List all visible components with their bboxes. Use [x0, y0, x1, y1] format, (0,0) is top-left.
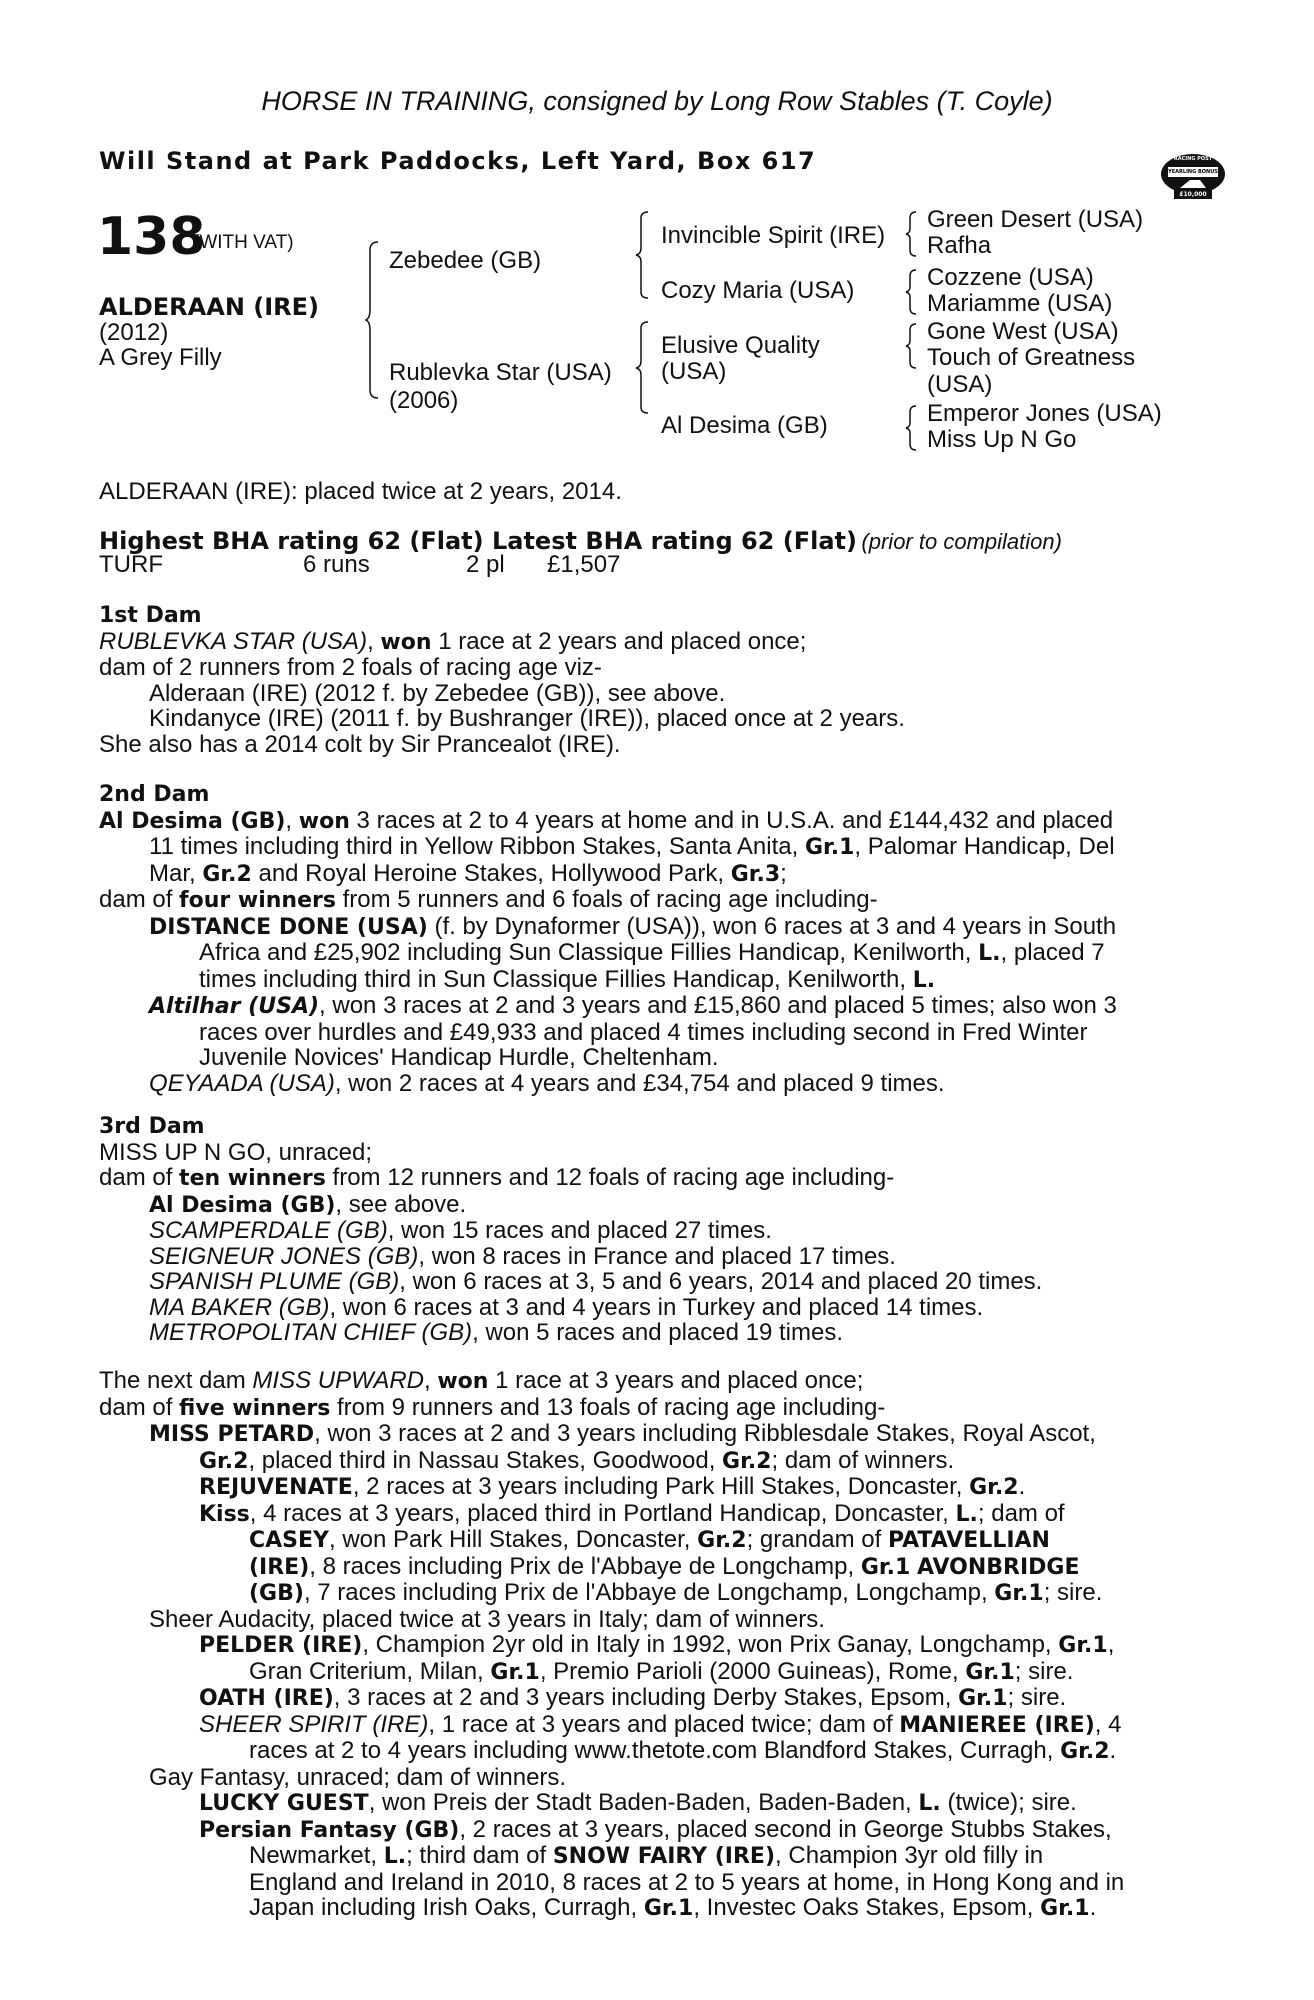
progeny-name: LUCKY GUEST: [199, 1791, 369, 1816]
grade-label: Gr.2: [199, 1448, 249, 1474]
progeny-record: Newmarket,: [249, 1842, 378, 1869]
progeny-name: MANIEREE (IRE): [899, 1712, 1095, 1738]
progeny-name: Altilhar (USA): [149, 994, 320, 1019]
second-dam-l2: 11 times including third in Yellow Ribbon Stakes, Santa Anita,: [149, 833, 799, 860]
grade-label: Gr.1: [643, 1896, 694, 1921]
progeny-name: MA BAKER (GB): [149, 1293, 330, 1321]
progeny-name: SHEER SPIRIT (IRE): [199, 1710, 429, 1738]
lot-number: 138: [97, 207, 206, 267]
progeny-record: , Premio Parioli (2000 Guineas), Rome,: [539, 1657, 959, 1685]
grade-label: Gr.1: [804, 835, 855, 860]
progeny-name: SCAMPERDALE (GB): [149, 1217, 388, 1244]
progeny-name: (IRE): [249, 1554, 310, 1580]
progeny-record: (f. by Dynaformer (USA)), won 6 races at 3 and 4 years in South: [434, 912, 1117, 940]
first-dam-record: 1 race at 2 years and placed once;: [438, 627, 807, 655]
progeny-record: , 8 races including Prix de l'Abbaye de Longchamp,: [309, 1552, 855, 1580]
grade-label: Gr.1: [965, 1659, 1015, 1685]
rating-note: (prior to compilation): [861, 529, 1062, 554]
progeny-record: , won 6 races at 3 and 4 years in Turkey and placed 14 times.: [329, 1293, 984, 1321]
second-dam-record: 3 races at 2 to 4 years at home and in U.S.A. and £144,432 and placed: [356, 806, 1114, 834]
progeny-name: SNOW FAIRY (IRE): [552, 1844, 776, 1869]
progeny-record: , 7 races including Prix de l'Abbaye de Longchamp, Longchamp,: [303, 1579, 988, 1606]
first-dam-won: won: [380, 629, 432, 655]
first-dam-line2: dam of 2 runners from 2 foals of racing age viz-: [99, 654, 602, 681]
pedigree-sd-sire: Cozzene (USA): [927, 264, 1094, 291]
progeny-name: AVONBRIDGE: [916, 1554, 1080, 1580]
next-dam-l2: dam of: [99, 1393, 173, 1421]
second-dam-l4: dam of: [99, 886, 173, 913]
progeny-record: , won 5 races and placed 19 times.: [472, 1319, 844, 1346]
progeny-record: Gran Criterium, Milan,: [249, 1657, 484, 1685]
progeny-name: REJUVENATE: [199, 1475, 353, 1500]
first-dam-name: RUBLEVKA STAR (USA): [99, 627, 368, 655]
grade-label: Gr.2: [202, 861, 252, 887]
progeny-record: ; dam of winners.: [771, 1446, 955, 1474]
pedigree-ds-dam: Touch of Greatness: [927, 344, 1136, 371]
winners-count: five winners: [179, 1395, 331, 1421]
first-dam-section: 1st Dam RUBLEVKA STAR (USA), won 1 race at 2 years and placed once; dam of 2 runners from 2 foals of racing age viz- Alderaan (IRE) (2012 f. by Zebedee (GB)), see above. Kindanyce (IRE) (2011 f. by Bushranger (IRE)), placed once at 2 years. She also has a 2014 colt by Sir Prancealot (IRE).: [99, 602, 1204, 757]
turf-earnings: £1,507: [547, 551, 621, 578]
pedigree-ss-dam: Rafha: [927, 232, 992, 259]
progeny-record: ; grandam of: [746, 1526, 882, 1553]
first-dam-foal-2: Kindanyce (IRE) (2011 f. by Bushranger (IRE)), placed once at 2 years.: [149, 705, 905, 732]
second-dam-l3b: and Royal Heroine Stakes, Hollywood Park,: [258, 859, 725, 887]
second-dam-l4c: from 5 runners and 6 foals of racing age including-: [342, 886, 878, 913]
progeny-record: , placed 7: [1000, 939, 1105, 966]
pedigree-ss-sire: Green Desert (USA): [927, 206, 1144, 233]
progeny-record: , 4: [1094, 1710, 1122, 1738]
progeny-name: SEIGNEUR JONES (GB): [149, 1242, 419, 1270]
second-dam-name: Al Desima (GB): [99, 808, 286, 834]
progeny-name: Al Desima (GB): [149, 1192, 336, 1218]
progeny-record: , won 8 races in France and placed 17 times.: [418, 1242, 896, 1270]
next-dam-intro: The next dam: [99, 1367, 246, 1394]
punct: .: [1089, 1894, 1097, 1921]
turf-placed: 2 pl: [466, 551, 505, 578]
vat-note: (WITH VAT): [193, 232, 294, 253]
progeny-record: , won 3 races at 2 and 3 years and £15,860 and placed 5 times; also won 3: [319, 992, 1117, 1019]
punct: .: [1109, 1737, 1117, 1764]
progeny-name: METROPOLITAN CHIEF (GB): [149, 1319, 473, 1346]
progeny-record: England and Ireland in 2010, 8 races at 2 to 5 years at home, in Hong Kong and in: [249, 1868, 1125, 1896]
second-dam-section: 2nd Dam Al Desima (GB), won 3 races at 2 to 4 years at home and in U.S.A. and £144,432 and placed 11 times including third in Yellow Ribbon Stakes, Santa Anita, Gr.1, Palomar Handicap, Del Mar, Gr.2 and Royal Heroine Stakes, Hollywood Park, Gr.3; dam of four winners from 5 runners and 6 foals of racing age including- DISTANCE DONE (USA) (f. by Dynaformer (USA)), won 6 races at 3 and 4 years in South Africa and £25,902 including Sun Classique Fillies Handicap, Kenilworth, L., placed 7 times including third in Sun Classique Fillies Handicap, Kenilworth, L. Altilhar (USA), won 3 races at 2 and 3 years and £15,860 and placed 5 times; also won 3 races over hurdles and £49,933 and placed 4 times including second in Fred Winter Juvenile Novices' Handicap Hurdle, Cheltenham. QEYAADA (USA), won 2 races at 4 years and £34,754 and placed 9 times.: [99, 781, 1204, 1096]
next-dam-record: 1 race at 3 years and placed once;: [495, 1367, 864, 1394]
progeny-record: , Investec Oaks Stakes, Epsom,: [693, 1894, 1034, 1921]
pedigree-brace-ds: [906, 322, 918, 370]
punct: ;: [780, 859, 787, 887]
first-dam-heading: 1st Dam: [99, 603, 202, 628]
pedigree-brace-sd: [906, 268, 918, 316]
pedigree-dam: Rublevka Star (USA): [389, 359, 612, 386]
badge-bottom: £10,000: [1179, 191, 1207, 198]
turf-runs: 6 runs: [303, 551, 370, 578]
pedigree-sire-dam: Cozy Maria (USA): [661, 277, 855, 304]
listed-label: L.: [918, 1791, 941, 1816]
pedigree-dam-sire-country: (USA): [661, 358, 727, 385]
pedigree-brace-main: [366, 240, 380, 400]
grade-label: Gr.1: [490, 1659, 540, 1685]
horse-name: ALDERAAN (IRE): [99, 293, 319, 321]
pedigree-brace-dam: [636, 320, 650, 415]
third-dam-heading: 3rd Dam: [99, 1114, 205, 1139]
horse-year: (2012): [99, 319, 169, 346]
grade-label: Gr.1: [1040, 1896, 1090, 1921]
pedigree-sire-sire: Invincible Spirit (IRE): [661, 222, 886, 249]
listed-label: L.: [383, 1844, 407, 1869]
progeny-name: Persian Fantasy (GB): [199, 1817, 460, 1843]
progeny-name: Kiss: [199, 1501, 250, 1527]
third-dam-l2c: from 12 runners and 12 foals of racing age including-: [332, 1164, 895, 1191]
pedigree-sire: Zebedee (GB): [389, 247, 542, 274]
progeny-record: , Champion 3yr old filly in: [775, 1842, 1044, 1869]
first-dam-line5: She also has a 2014 colt by Sir Prancealot (IRE).: [99, 730, 621, 758]
pedigree-dd-dam: Miss Up N Go: [927, 426, 1077, 453]
progeny-record: , won Park Hill Stakes, Doncaster,: [328, 1526, 691, 1553]
pedigree-dd-sire: Emperor Jones (USA): [927, 400, 1162, 427]
progeny-record: Juvenile Novices' Handicap Hurdle, Cheltenham.: [199, 1044, 719, 1071]
pedigree-brace-sire: [636, 210, 650, 300]
progeny-name: QEYAADA (USA): [149, 1069, 335, 1097]
grade-label: Gr.2: [722, 1448, 772, 1474]
punct: ,: [424, 1367, 431, 1394]
progeny-record: times including third in Sun Classique Fillies Handicap, Kenilworth,: [199, 965, 907, 993]
progeny-name: PELDER (IRE): [199, 1633, 363, 1658]
grade-label: Gr.2: [697, 1528, 747, 1553]
progeny-record: , won 15 races and placed 27 times.: [387, 1217, 772, 1244]
progeny-name: (GB): [249, 1581, 304, 1606]
page-title: HORSE IN TRAINING, consigned by Long Row Stables (T. Coyle): [261, 86, 1053, 116]
progeny-name: SPANISH PLUME (GB): [149, 1268, 400, 1295]
progeny-record: , won 3 races at 2 and 3 years including Ribblesdale Stakes, Royal Ascot,: [314, 1420, 1096, 1447]
first-dam-foal-1: Alderaan (IRE) (2012 f. by Zebedee (GB)), see above.: [149, 679, 726, 707]
grade-label: Gr.1: [994, 1581, 1044, 1606]
progeny-record: ; sire.: [1014, 1657, 1074, 1685]
badge-middle: YEARLING BONUS: [1168, 169, 1218, 175]
progeny-record: (twice); sire.: [947, 1789, 1077, 1816]
progeny-name: DISTANCE DONE (USA): [149, 914, 428, 940]
progeny-record: , won 6 races at 3, 5 and 6 years, 2014 and placed 20 times.: [399, 1268, 1043, 1295]
progeny-record: , 4 races at 3 years, placed third in Portland Handicap, Doncaster,: [249, 1499, 949, 1527]
progeny-record: ; sire.: [1007, 1684, 1067, 1711]
pedigree-dam-dam: Al Desima (GB): [661, 412, 828, 439]
progeny-record: ; third dam of: [406, 1842, 547, 1869]
progeny-record: Gay Fantasy, unraced; dam of winners.: [149, 1763, 567, 1791]
winners-count: four winners: [179, 888, 336, 913]
next-dam-l2c: from 9 runners and 13 foals of racing age including-: [337, 1393, 886, 1421]
yearling-bonus-badge: [1160, 150, 1226, 200]
progeny-record: Africa and £25,902 including Sun Classique Fillies Handicap, Kenilworth,: [199, 939, 972, 966]
third-dam-section: [99, 1113, 1204, 1346]
next-dam-section: [99, 1368, 1204, 1922]
progeny-record: ; dam of: [977, 1499, 1065, 1527]
pedigree-sd-dam: Mariamme (USA): [927, 290, 1113, 317]
location-line: Will Stand at Park Paddocks, Left Yard, Box 617: [99, 147, 817, 175]
pedigree-dam-sire: Elusive Quality: [661, 332, 820, 359]
progeny-record: , 3 races at 2 and 3 years including Derby Stakes, Epsom,: [333, 1684, 952, 1711]
rating-text: Highest BHA rating 62 (Flat) Latest BHA rating 62 (Flat): [99, 527, 857, 555]
progeny-record: ; sire.: [1043, 1579, 1103, 1606]
progeny-record: , won 2 races at 4 years and £34,754 and placed 9 times.: [334, 1069, 945, 1097]
winners-count: ten winners: [179, 1166, 326, 1191]
second-dam-heading: 2nd Dam: [99, 782, 210, 807]
third-dam-name: MISS UP N GO, unraced;: [99, 1138, 372, 1166]
punct: .: [1018, 1473, 1026, 1500]
second-dam-l3: Mar,: [149, 859, 196, 887]
progeny-record: Sheer Audacity, placed twice at 3 years in Italy; dam of winners.: [149, 1605, 825, 1633]
progeny-record: , won Preis der Stadt Baden-Baden, Baden-Baden,: [368, 1789, 912, 1816]
progeny-record: , placed third in Nassau Stakes, Goodwood,: [248, 1446, 716, 1474]
pedigree-brace-dd: [906, 404, 918, 452]
progeny-record: Japan including Irish Oaks, Curragh,: [249, 1894, 638, 1921]
progeny-name: OATH (IRE): [199, 1686, 334, 1711]
badge-top: RACING POST: [1173, 156, 1213, 162]
progeny-record: , Champion 2yr old in Italy in 1992, won Prix Ganay, Longchamp,: [362, 1631, 1052, 1658]
grade-label: Gr.3: [730, 861, 781, 887]
second-dam-won: won: [298, 808, 350, 834]
pedigree-brace-ss: [906, 210, 918, 258]
progeny-record: , 2 races at 3 years, placed second in George Stubbs Stakes,: [459, 1815, 1112, 1843]
pedigree-dam-year: (2006): [389, 387, 459, 414]
progeny-name: MISS PETARD: [149, 1422, 315, 1447]
listed-label: L.: [912, 967, 936, 993]
race-summary: ALDERAAN (IRE): placed twice at 2 years, 2014.: [99, 478, 622, 505]
grade-label: Gr.1: [1058, 1633, 1108, 1658]
progeny-name: PATAVELLIAN: [888, 1528, 1050, 1553]
pedigree-ds-sire: Gone West (USA): [927, 318, 1119, 345]
third-dam-l2: dam of: [99, 1164, 173, 1191]
won-label: won: [437, 1369, 489, 1394]
progeny-name: CASEY: [249, 1528, 329, 1553]
grade-label: Gr.2: [1060, 1739, 1110, 1764]
grade-label: Gr.1: [860, 1554, 911, 1580]
progeny-record: , 1 race at 3 years and placed twice; dam of: [428, 1710, 893, 1738]
punct: ,: [1107, 1631, 1115, 1658]
horse-description: A Grey Filly: [99, 344, 222, 371]
pedigree-ds-dam-country: (USA): [927, 371, 993, 398]
listed-label: L.: [978, 941, 1001, 966]
progeny-record: , see above.: [335, 1190, 467, 1218]
progeny-record: races over hurdles and £49,933 and placed 4 times including second in Fred Winter: [199, 1018, 1088, 1046]
listed-label: L.: [955, 1501, 978, 1527]
next-dam-name: MISS UPWARD: [252, 1367, 424, 1394]
grade-label: Gr.1: [958, 1686, 1008, 1711]
grade-label: Gr.2: [969, 1475, 1019, 1500]
second-dam-l2b: , Palomar Handicap, Del: [854, 833, 1115, 860]
turf-surface: TURF: [99, 551, 163, 578]
progeny-record: races at 2 to 4 years including www.thetote.com Blandford Stakes, Curragh,: [249, 1737, 1054, 1764]
progeny-record: , 2 races at 3 years including Park Hill Stakes, Doncaster,: [352, 1473, 963, 1500]
